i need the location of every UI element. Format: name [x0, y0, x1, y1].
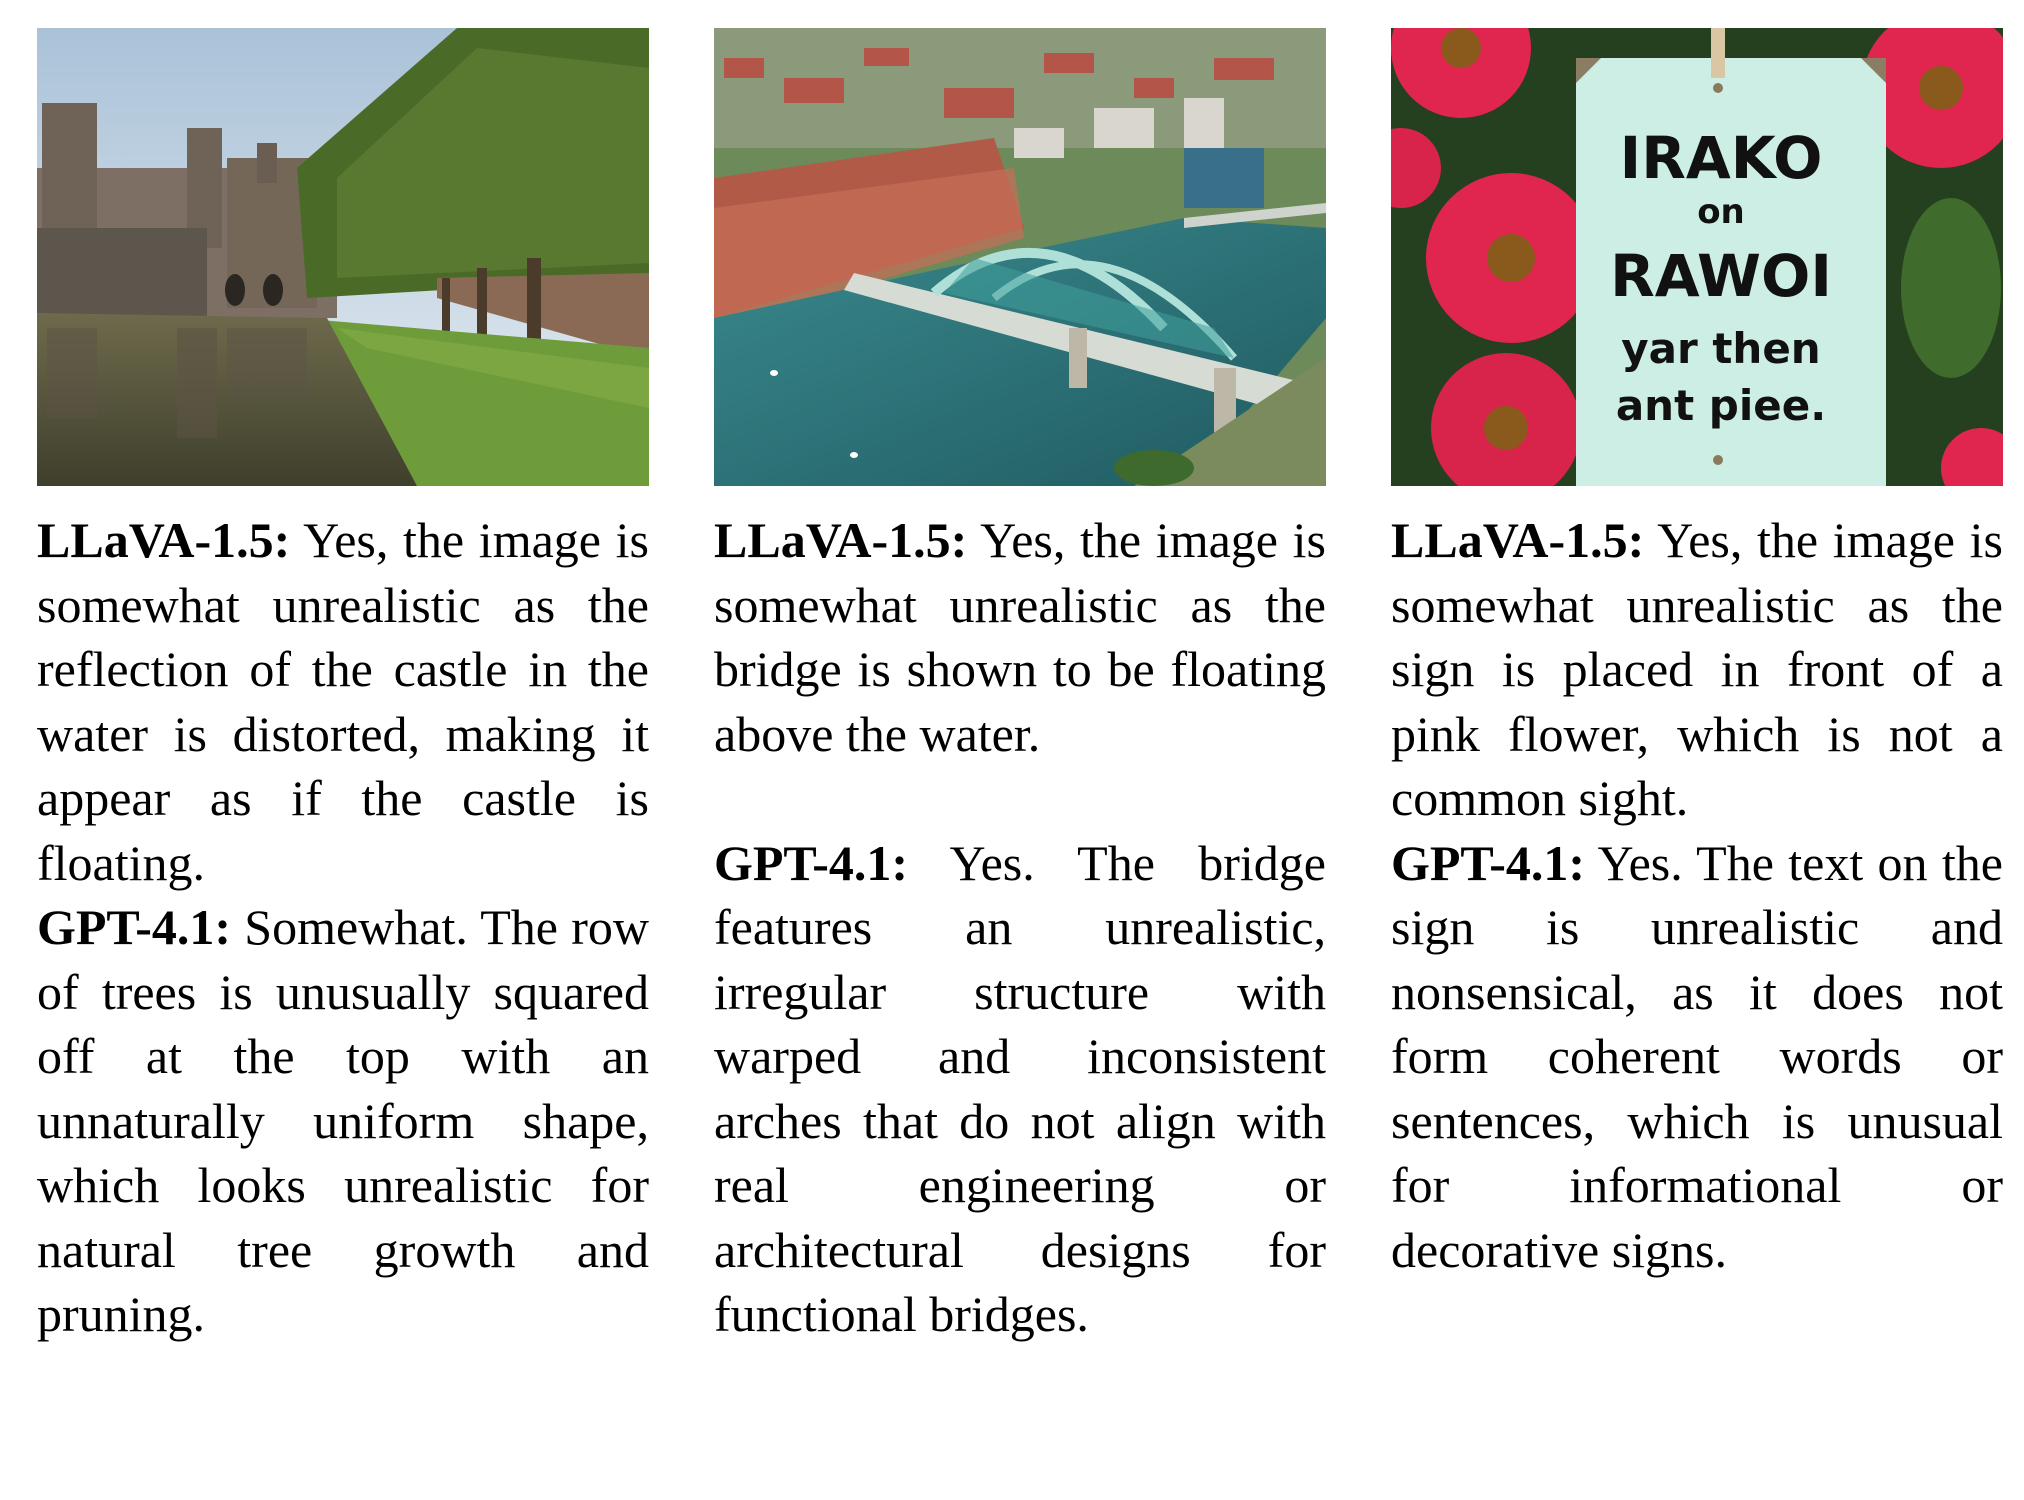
llava-answer-sign — [1391, 508, 2003, 831]
sign-line-5: ant piee. — [1615, 381, 1827, 430]
sign-line-2: on — [1697, 192, 1745, 232]
sign-line-3: RAWOI — [1610, 242, 1832, 310]
caption-sign — [1391, 508, 2003, 1282]
model-label-gpt: GPT-4.1: — [37, 899, 231, 955]
bridge-photo-illustration — [714, 28, 1326, 486]
model-label-llava: LLaVA-1.5: — [714, 512, 968, 568]
answer-text: Yes, the image is somewhat unrealistic as the bridge is shown to be floating above the water. — [714, 512, 1326, 762]
castle-photo-illustration — [37, 28, 649, 486]
gpt-answer-bridge — [714, 831, 1326, 1347]
caption-bridge — [714, 508, 1326, 1347]
answer-text: Yes. The bridge features an unrealistic, irregular structure with warped and inconsistent arches that do not align with real engineering or architectural designs for functional bridges. — [714, 834, 1326, 1342]
panel-sign — [1391, 28, 2003, 1282]
answer-text: Yes, the image is somewhat unrealistic as the reflection of the castle in the water is distorted, making it appear as if the castle is floating. — [37, 512, 649, 891]
gpt-answer-castle — [37, 895, 649, 1347]
sign-line-1: IRAKO — [1619, 124, 1823, 192]
panel-bridge — [714, 28, 1326, 1347]
llava-answer-bridge — [714, 508, 1326, 766]
gpt-answer-sign — [1391, 831, 2003, 1283]
model-label-llava: LLaVA-1.5: — [37, 512, 291, 568]
caption-spacer — [714, 766, 1326, 831]
answer-text: Yes. The text on the sign is unrealistic and nonsensical, as it does not form coherent words or sentences, which is unusual for informational or decorative signs. — [1391, 834, 2003, 1278]
answer-text: Yes, the image is somewhat unrealistic as the sign is placed in front of a pink flower, which is not a common sight. — [1391, 512, 2003, 826]
sign-photo-illustration — [1391, 28, 2003, 486]
bridge-photo — [714, 28, 1326, 486]
model-label-gpt: GPT-4.1: — [1391, 834, 1585, 891]
model-label-llava: LLaVA-1.5: — [1391, 512, 1645, 568]
sign-line-4: yar then — [1621, 324, 1821, 373]
llava-answer-castle — [37, 508, 649, 895]
answer-text: Somewhat. The row of trees is unusually squared off at the top with an unnaturally uniform shape, which looks unrealistic for natural tree growth and pruning. — [37, 899, 649, 1342]
castle-photo — [37, 28, 649, 486]
sign-photo — [1391, 28, 2003, 486]
panel-castle — [37, 28, 649, 1347]
model-label-gpt: GPT-4.1: — [714, 834, 908, 891]
caption-castle — [37, 508, 649, 1347]
